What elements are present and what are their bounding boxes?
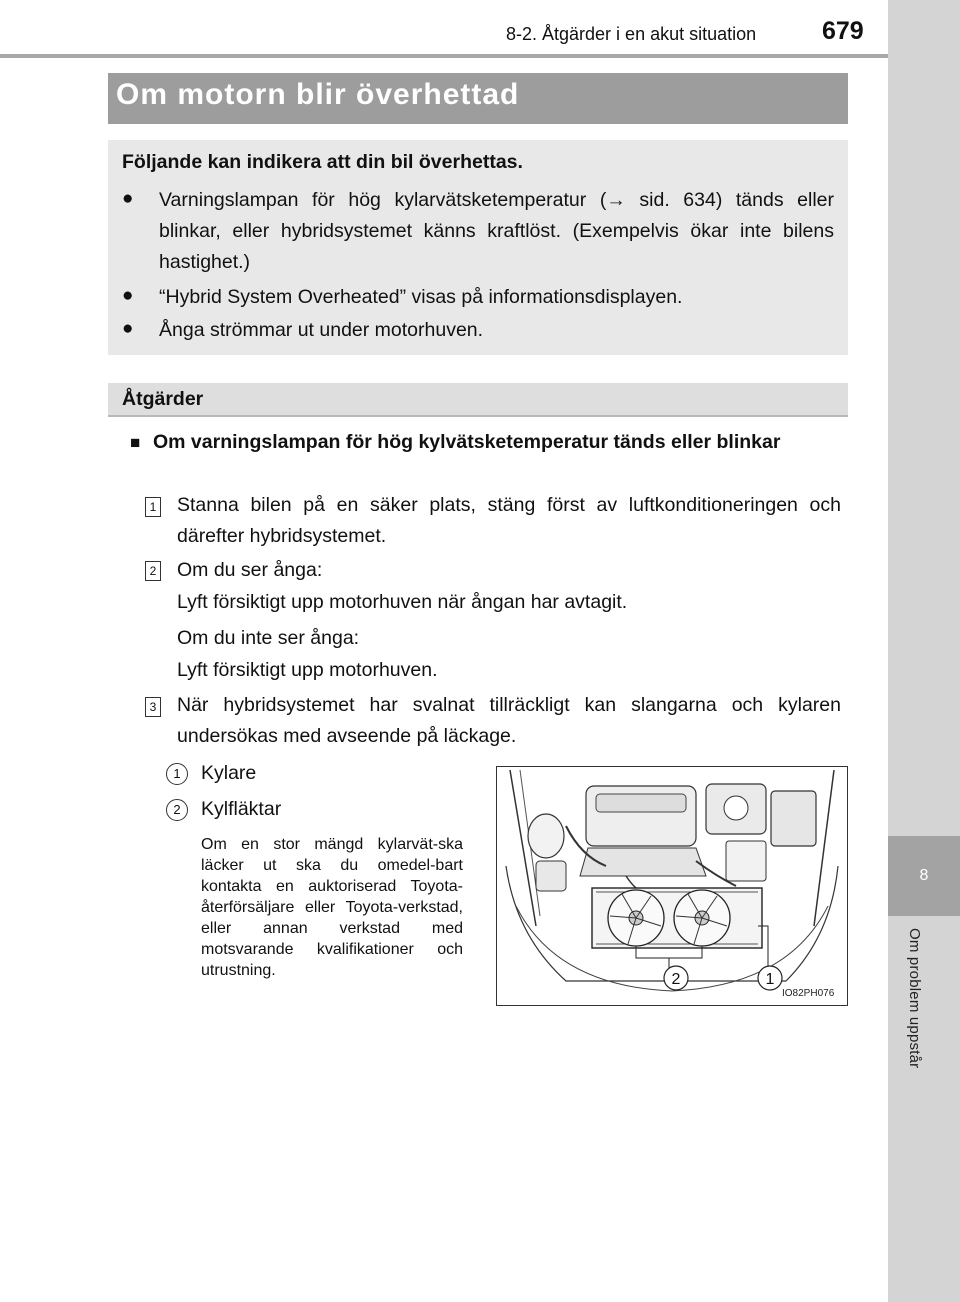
step-2-line-3: Om du inte ser ånga: <box>177 627 360 649</box>
callout-2-text: 2 <box>671 971 681 988</box>
step-number-1: 1 <box>145 497 161 517</box>
step-number-3: 3 <box>145 697 161 717</box>
info-heading: Följande kan indikera att din bil överhettas. <box>122 151 523 173</box>
part-number-1: 1 <box>166 763 188 785</box>
info-bullet-3: Ånga strömmar ut under motorhuven. <box>159 319 484 341</box>
info-bullet-2: “Hybrid System Overheated” visas på informationsdisplayen. <box>159 286 683 308</box>
square-bullet-icon: ■ <box>130 433 141 452</box>
chapter-title-vertical: Om problem uppstår <box>906 928 923 1069</box>
page-title: Om motorn blir överhettad <box>116 78 520 111</box>
warning-note: Om en stor mängd kylarvät-ska läcker ut ska du omedel-bart kontakta en auktoriserad Toyota-återförsäljare eller Toyota-verkstad, eller annan verkstad med motsvarande kvalifikationer och utrustning. <box>201 836 463 979</box>
subheading: Om varningslampan för hög kylvätsketemperatur tänds eller blinkar <box>153 431 781 453</box>
step-3-text: När hybridsystemet har svalnat tillräckligt kan slangarna och kylaren undersökas med avseende på läckage. <box>177 694 841 747</box>
step-2-line-4: Lyft försiktigt upp motorhuven. <box>177 659 438 681</box>
step-2-line-1: Om du ser ånga: <box>177 559 323 581</box>
engine-bay-figure <box>496 766 848 1006</box>
bullet-icon: ● <box>122 285 134 306</box>
part-label-fans: Kylfläktar <box>201 798 282 820</box>
bullet-icon: ● <box>122 188 134 209</box>
callout-1-text: 1 <box>765 971 775 988</box>
info-bullet-1: Varningslampan för hög kylarvätsketemperatur (→ sid. 634) tänds eller blinkar, eller hybridsystemet känns kraftlöst. (Exempelvis ökar inte bilens hastighet.) <box>159 189 834 273</box>
part-label-radiator: Kylare <box>201 762 257 784</box>
step-2-line-2: Lyft försiktigt upp motorhuven när ångan har avtagit. <box>177 591 628 613</box>
section-bar <box>108 383 848 417</box>
figure-caption: IO82PH076 <box>782 988 835 999</box>
step-1-text: Stanna bilen på en säker plats, stäng först av luftkonditioneringen och därefter hybridsystemet. <box>177 494 841 547</box>
header-section-title: 8-2. Åtgärder i en akut situation <box>506 24 757 44</box>
chapter-number-tab <box>888 836 960 916</box>
chapter-number: 8 <box>919 867 929 884</box>
step-number-2: 2 <box>145 561 161 581</box>
bullet-icon: ● <box>122 318 134 339</box>
section-heading: Åtgärder <box>122 388 204 410</box>
part-number-2: 2 <box>166 799 188 821</box>
header-rule <box>0 54 888 58</box>
page-number: 679 <box>822 17 864 45</box>
